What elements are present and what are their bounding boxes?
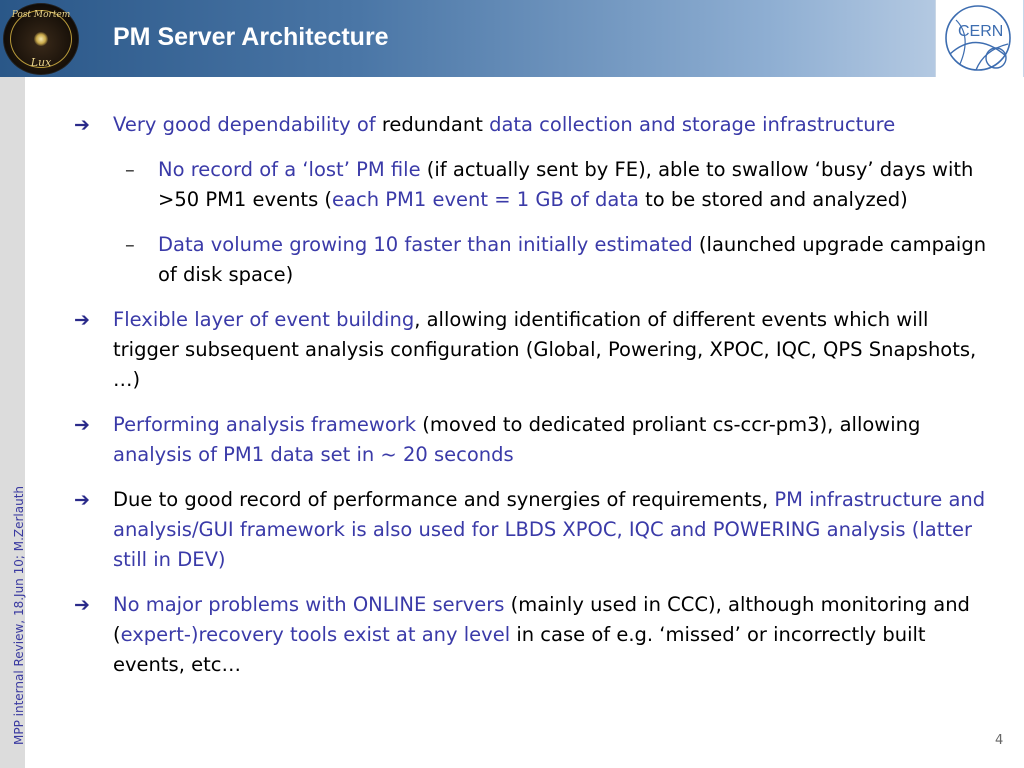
bullet-highlight: Data volume growing 10 faster than initially estimated xyxy=(158,233,693,256)
bullet-text: in case of e.g. ‘missed’ or incorrectly built events, etc… xyxy=(113,623,926,676)
bullet-highlight: No record of a ‘lost’ PM file xyxy=(158,158,421,181)
arrow-right-icon: ➔ xyxy=(74,309,90,331)
bullet-text: (mainly used in CCC), although monitoring and ( xyxy=(113,593,970,646)
bullet-highlight: expert-)recovery tools exist at any level xyxy=(120,623,511,646)
bullet-highlight: analysis of PM1 data set in ~ 20 seconds xyxy=(113,443,514,466)
sub-bullet-item xyxy=(70,155,990,215)
arrow-right-icon: ➔ xyxy=(74,414,90,436)
post-mortem-logo xyxy=(3,3,79,75)
slide-header xyxy=(0,0,1024,77)
cern-logo-icon xyxy=(936,0,1023,77)
bullet-item xyxy=(70,110,990,140)
bullet-highlight: No major problems with ONLINE servers xyxy=(113,593,505,616)
slide-title: PM Server Architecture xyxy=(113,23,389,51)
slide-content xyxy=(70,110,990,695)
bullet-highlight: PM infrastructure and analysis/GUI framework is also used for LBDS XPOC, IQC and POWERING analysis (latter still in DEV) xyxy=(113,488,986,571)
arrow-right-icon: ➔ xyxy=(74,594,90,616)
footer-side-text: MPP internal Review, 18.Jun 10; M.Zerlauth xyxy=(12,485,26,745)
logo-text-bottom: Lux xyxy=(30,56,52,69)
bullet-item xyxy=(70,485,990,575)
bullet-text: (moved to dedicated proliant cs-ccr-pm3), allowing xyxy=(416,413,921,436)
bullet-text: to be stored and analyzed) xyxy=(638,188,908,211)
bullet-text: , allowing identification of different events which will trigger subsequent analysis configuration (Global, Powering, XPOC, IQC, QPS Snapshots, …) xyxy=(113,308,977,391)
page-number: 4 xyxy=(995,733,1004,748)
bullet-text: redundant xyxy=(375,113,490,136)
bullet-text: Due to good record of performance and synergies of requirements, xyxy=(113,488,775,511)
logo-text-top: Post Mortem xyxy=(11,10,71,20)
bullet-highlight: Performing analysis framework xyxy=(113,413,417,436)
bullet-highlight: Flexible layer of event building xyxy=(113,308,415,331)
bullet-text: (if actually sent by FE), able to swallow ‘busy’ days with >50 PM1 events ( xyxy=(158,158,974,211)
bullet-item xyxy=(70,410,990,470)
bullet-item xyxy=(70,305,990,395)
sub-bullet-item xyxy=(70,230,990,290)
bullet-highlight: data collection and storage infrastructure xyxy=(489,113,896,136)
bullet-item xyxy=(70,590,990,680)
bullet-highlight: each PM1 event = 1 GB of data xyxy=(332,188,639,211)
dash-marker: – xyxy=(125,233,135,256)
dash-marker: – xyxy=(125,158,135,181)
arrow-right-icon: ➔ xyxy=(74,114,90,136)
arrow-right-icon: ➔ xyxy=(74,489,90,511)
bullet-highlight: Very good dependability of xyxy=(113,113,376,136)
logo-star-icon xyxy=(34,32,48,46)
cern-logo xyxy=(935,0,1023,77)
svg-text:CERN: CERN xyxy=(958,23,1004,40)
bullet-text: (launched upgrade campaign of disk space) xyxy=(158,233,987,286)
